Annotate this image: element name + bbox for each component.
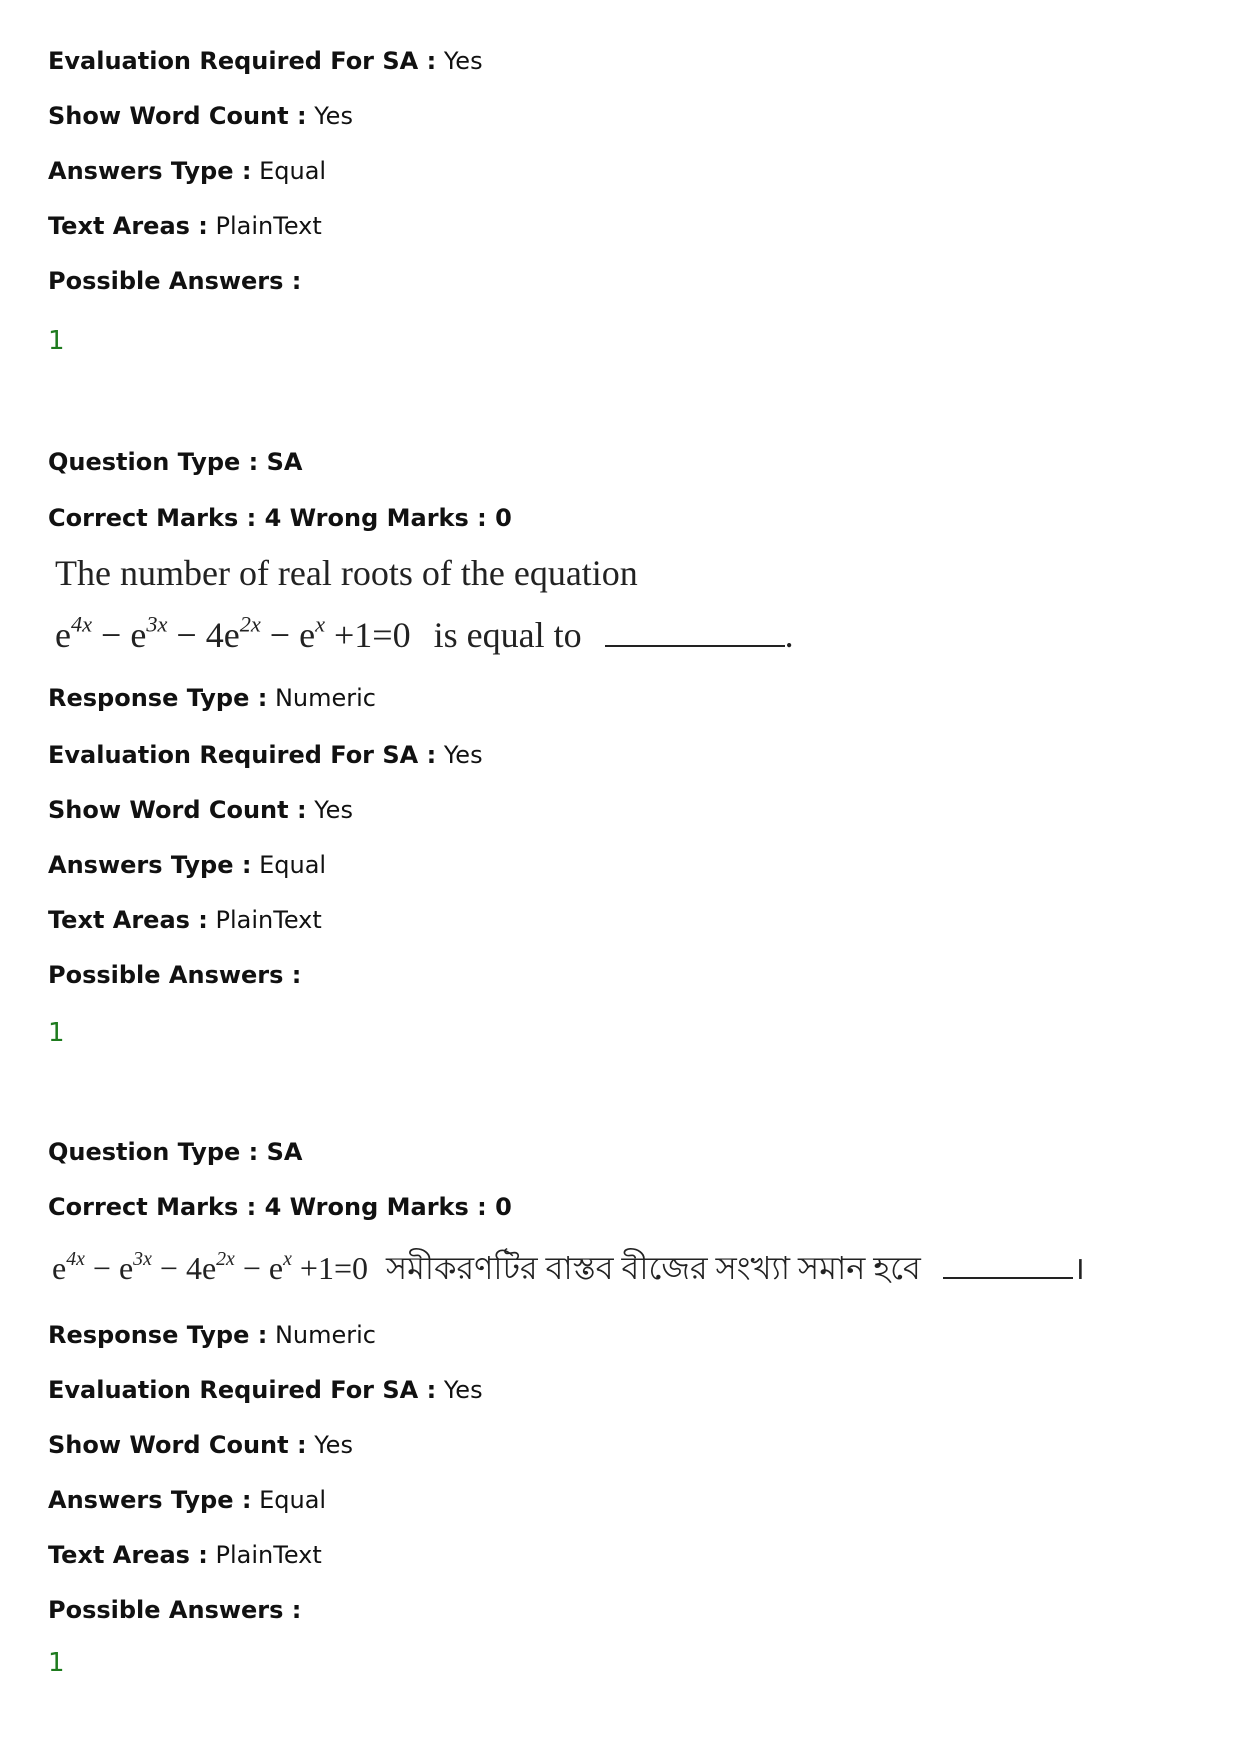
answers-type-value: Equal	[259, 157, 327, 185]
eval-required-row-2	[48, 1375, 483, 1405]
eval-required-row-0	[48, 46, 483, 76]
answers-type-row-2	[48, 1485, 326, 1515]
text-areas-value: PlainText	[215, 906, 322, 934]
question-type-label: Question Type : SA	[48, 1138, 303, 1166]
eval-required-label: Evaluation Required For SA :	[48, 741, 437, 769]
eval-required-value: Yes	[443, 47, 483, 75]
marks-row-2	[48, 1192, 512, 1222]
eval-required-value: Yes	[443, 1376, 483, 1404]
question-text-en	[55, 552, 794, 656]
question-type-row-1	[48, 447, 302, 477]
eval-required-row-1	[48, 740, 483, 770]
possible-answers-label: Possible Answers :	[48, 1596, 302, 1624]
response-type-row-1	[48, 683, 376, 713]
text-areas-row-1	[48, 905, 322, 935]
possible-answer-value-1: 1	[48, 1018, 65, 1048]
question-line-2-equation: $e^{4x} - e^{3x} - 4e^{2x} - e^x +1=0$ is equal to .	[55, 611, 794, 655]
answers-type-label: Answers Type :	[48, 157, 252, 185]
marks-label: Correct Marks : 4 Wrong Marks : 0	[48, 1193, 512, 1221]
text-areas-value: PlainText	[215, 1541, 322, 1569]
answers-type-value: Equal	[259, 851, 327, 879]
text-areas-label: Text Areas :	[48, 906, 208, 934]
show-word-count-value: Yes	[314, 102, 353, 130]
possible-answers-label: Possible Answers :	[48, 961, 302, 989]
possible-answers-label: Possible Answers :	[48, 267, 302, 295]
show-word-count-label: Show Word Count :	[48, 1431, 307, 1459]
question-line-1: The number of real roots of the equation	[55, 553, 638, 593]
response-type-row-2	[48, 1320, 376, 1350]
answer-blank-line-bn	[943, 1275, 1073, 1279]
answers-type-row-1	[48, 850, 326, 880]
show-word-count-value: Yes	[314, 1431, 353, 1459]
question-type-row-2	[48, 1137, 302, 1167]
possible-answer-value-0: 1	[48, 326, 65, 356]
response-type-value: Numeric	[274, 1321, 376, 1349]
possible-answer-value-2: 1	[48, 1648, 65, 1678]
question-bn-text: সমীকরণটির বাস্তব বীজের সংখ্যা সমান হবে	[386, 1250, 921, 1286]
show-word-count-label: Show Word Count :	[48, 102, 307, 130]
marks-row-1	[48, 503, 512, 533]
answers-type-label: Answers Type :	[48, 851, 252, 879]
response-type-label: Response Type :	[48, 684, 268, 712]
answers-type-row-0	[48, 156, 326, 186]
show-word-count-row-2	[48, 1430, 353, 1460]
text-areas-row-2	[48, 1540, 322, 1570]
show-word-count-label: Show Word Count :	[48, 796, 307, 824]
possible-answers-row-1	[48, 960, 301, 990]
possible-answers-row-2	[48, 1595, 301, 1625]
question-type-label: Question Type : SA	[48, 448, 303, 476]
response-type-label: Response Type :	[48, 1321, 268, 1349]
question-text-bn: $e^{4x} - e^{3x} - 4e^{2x} - e^x +1=0$ সমীকরণটির বাস্তব বীজের সংখ্যা সমান হবে ।	[52, 1248, 1085, 1286]
text-areas-label: Text Areas :	[48, 212, 208, 240]
answers-type-label: Answers Type :	[48, 1486, 252, 1514]
text-areas-row-0	[48, 211, 322, 241]
text-areas-label: Text Areas :	[48, 1541, 208, 1569]
text-areas-value: PlainText	[215, 212, 322, 240]
response-type-value: Numeric	[274, 684, 376, 712]
answer-blank-line	[605, 643, 785, 647]
eval-required-value: Yes	[443, 741, 483, 769]
show-word-count-row-0	[48, 101, 353, 131]
answers-type-value: Equal	[259, 1486, 327, 1514]
question-tail-text: is equal to	[433, 615, 582, 655]
show-word-count-value: Yes	[314, 796, 353, 824]
possible-answers-row-0	[48, 266, 301, 296]
eval-required-label: Evaluation Required For SA :	[48, 1376, 437, 1404]
show-word-count-row-1	[48, 795, 353, 825]
eval-required-label: Evaluation Required For SA :	[48, 47, 437, 75]
marks-label: Correct Marks : 4 Wrong Marks : 0	[48, 504, 512, 532]
